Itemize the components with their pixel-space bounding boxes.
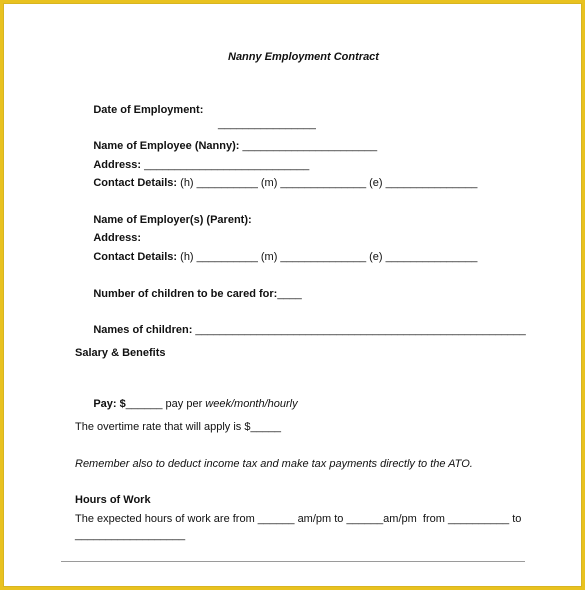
employee-address-label: Address: — [93, 159, 142, 171]
salary-heading: Salary & Benefits — [75, 347, 166, 359]
page-divider — [61, 561, 525, 562]
employee-name-label: Name of Employee (Nanny): — [93, 140, 240, 152]
overtime-text: The overtime rate that will apply is $_____ — [75, 421, 282, 433]
children-names-label: Names of children: — [93, 324, 193, 336]
employer-address-label: Address: — [93, 232, 142, 244]
document-frame — [3, 3, 582, 587]
employee-contact-row — [75, 162, 477, 204]
partial-blank-line[interactable]: __________________ — [75, 529, 186, 541]
pay-period-options: week/month/hourly — [205, 398, 298, 410]
employee-contact-blanks[interactable]: (h) __________ (m) ______________ (e) _______________ — [177, 177, 478, 189]
employee-contact-label: Contact Details: — [93, 177, 178, 189]
employer-contact-row — [75, 236, 477, 278]
children-names-row — [75, 309, 526, 351]
employee-address-blank[interactable]: ___________________________ — [141, 159, 310, 171]
children-count-label: Number of children to be cared for: — [93, 288, 278, 300]
pay-blank[interactable]: ______ — [125, 398, 163, 410]
contract-page — [3, 3, 582, 587]
employer-name-label: Name of Employer(s) (Parent): — [93, 214, 252, 226]
children-names-blank[interactable]: ______________________________________________________ — [192, 324, 526, 336]
children-count-blank[interactable]: ____ — [277, 288, 302, 300]
document-title: Nanny Employment Contract — [228, 51, 379, 63]
pay-row — [75, 383, 298, 425]
hours-text: The expected hours of work are from ______ am/pm to ______am/pm from __________ to — [75, 513, 522, 525]
tax-reminder-text: Remember also to deduct income tax and make tax payments directly to the ATO. — [75, 458, 473, 470]
employee-name-blank[interactable]: ______________________ — [239, 140, 378, 152]
hours-heading: Hours of Work — [75, 494, 151, 506]
date-of-employment-label: Date of Employment: — [93, 104, 204, 116]
pay-text: pay per — [162, 398, 206, 410]
pay-label: Pay: $ — [93, 398, 126, 410]
employer-contact-blanks[interactable]: (h) __________ (m) ______________ (e) _______________ — [177, 251, 478, 263]
employer-contact-label: Contact Details: — [93, 251, 178, 263]
date-of-employment-blank[interactable]: ________________ — [218, 118, 316, 130]
